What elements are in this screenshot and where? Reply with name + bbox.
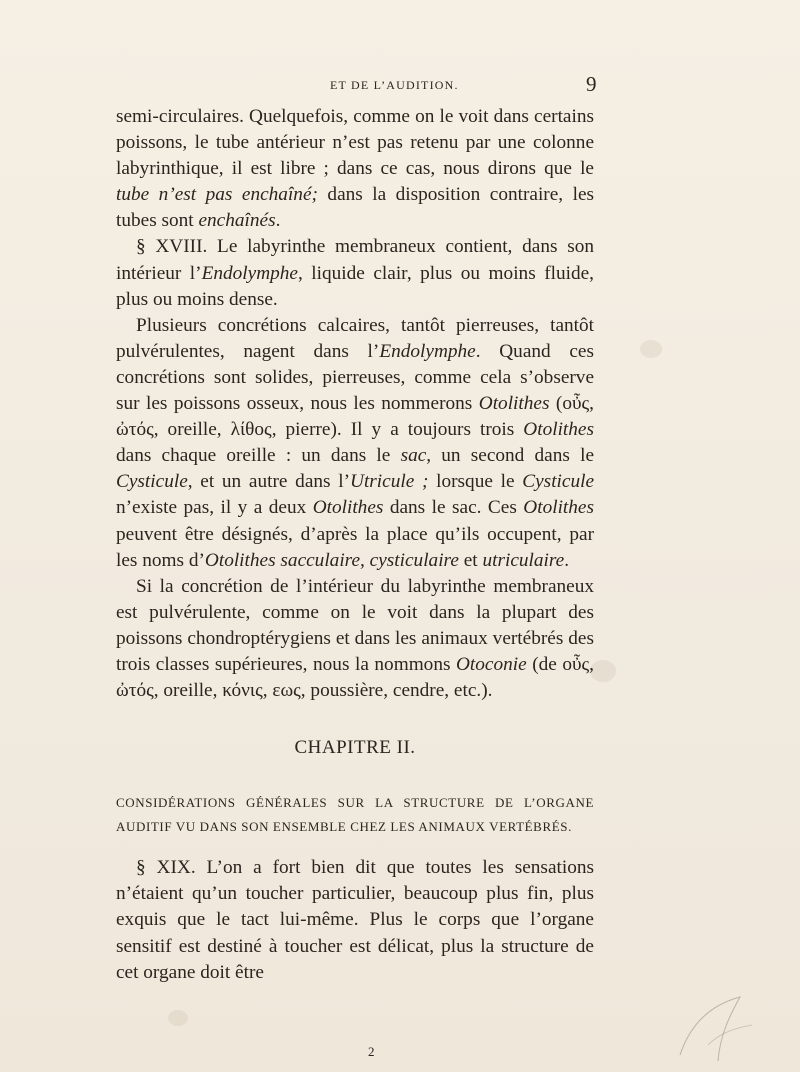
italic-term: Otolithes: [523, 419, 594, 441]
italic-term: Cysticule: [116, 471, 188, 493]
italic-term: enchaînés: [198, 210, 276, 232]
italic-term: utriculaire: [482, 549, 565, 571]
italic-term: Cysticule: [522, 471, 595, 493]
italic-term: Otolithes: [478, 393, 550, 415]
paragraph-3: Plusieurs concrétions calcaires, tantôt pierreuses, tantôt pulvérulentes, nagent dans l’Endolymphe. Quand ces concrétions sont solides, pierreuses, comme cela s’observe sur les poissons osseux, nous les nommerons Otolithes (οὖς, ὠτός, oreille, λίθος, pierre). Il y a toujours trois Otolithes dans chaque oreille : un dans le sac, un second dans le Cysticule, et un autre dans l’Utricule ; lorsque le Cysticule n’existe pas, il y a deux Otolithes dans le sac. Ces Otolithes peuvent être désignés, d’après la place qu’ils occupent, par les noms d’Otolithes sacculaire, cysticulaire et utriculaire.: [116, 314, 595, 571]
page-header: [0, 72, 800, 102]
pencil-sketch: [660, 985, 780, 1065]
italic-term: Otolithes: [523, 497, 594, 519]
running-head: ET DE L’AUDITION.: [330, 78, 459, 92]
signature-mark: 2: [368, 1044, 375, 1059]
italic-term: Otolithes sacculaire, cysticulaire: [204, 549, 459, 571]
paragraph-1: semi-circulaires. Quelquefois, comme on le voit dans certains poissons, le tube antérieur n’est pas retenu par une colonne labyrinthique, il est libre ; dans ce cas, nous dirons que le tube n’est pas enchaîné; dans la disposition contraire, les tubes sont enchaînés.: [116, 106, 595, 232]
chapter-subtitle: CONSIDÉRATIONS GÉNÉRALES SUR LA STRUCTURE DE L’ORGANE AUDITIF VU DANS SON ENSEMBLE CHEZ LES ANIMAUX VERTÉBRÉS.: [116, 795, 594, 835]
italic-term: Endolymphe: [201, 262, 298, 284]
page-number: 9: [586, 72, 597, 96]
italic-term: tube n’est pas enchaîné;: [116, 184, 318, 206]
paragraph-4: Si la concrétion de l’intérieur du labyrinthe membraneux est pulvérulente, comme on le voit dans la plupart des poissons chondroptérygiens et dans les animaux vertébrés des trois classes supérieures, nous la nommons Otoconie (de οὖς, ὠτός, oreille, κόνις, εως, poussière, cendre, etc.).: [116, 575, 595, 702]
italic-term: Otolithes: [312, 497, 384, 519]
paragraph-2: § XVIII. Le labyrinthe membraneux contient, dans son intérieur l’Endolymphe, liquide clair, plus ou moins fluide, plus ou moins dense.: [116, 236, 594, 310]
italic-term: Otoconie: [456, 653, 527, 675]
italic-term: Utricule ;: [350, 471, 429, 493]
italic-term: sac: [400, 445, 427, 467]
page-body: [116, 104, 594, 986]
paragraph-5: § XIX. L’on a fort bien dit que toutes les sensations n’étaient qu’un toucher particulier, beaucoup plus fin, plus exquis que le tact lui-même. Plus le corps que l’organe sensitif est destiné à toucher est délicat, plus la structure de cet organe doit être: [116, 857, 594, 983]
chapter-title: CHAPITRE II.: [294, 737, 416, 759]
paper-stain: [640, 340, 662, 358]
paper-stain: [168, 1010, 188, 1026]
italic-term: Endolymphe: [379, 340, 476, 362]
